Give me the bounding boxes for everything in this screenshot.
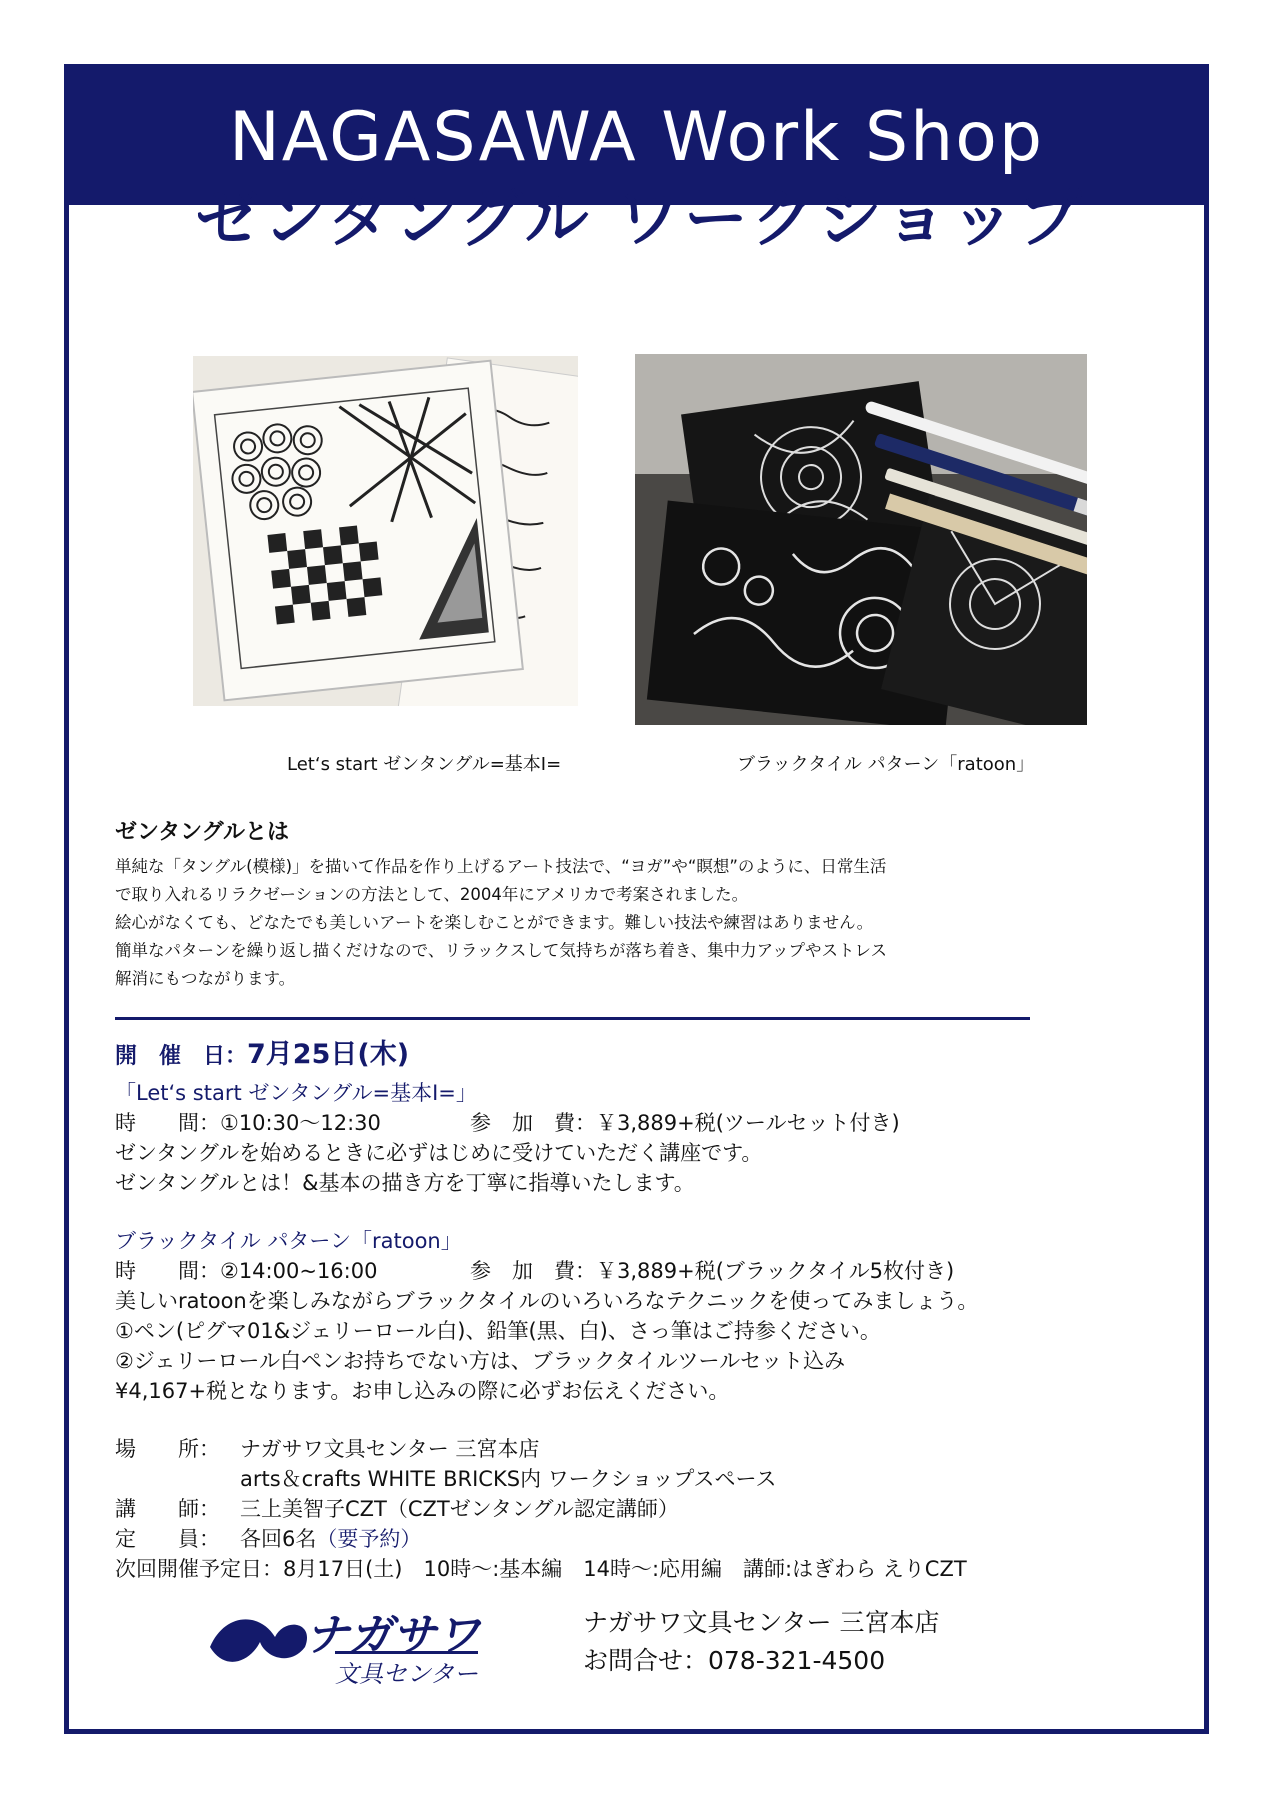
session1-desc: ゼンタングルを始めるときに必ずはじめに受けていただく講座です。	[115, 1141, 763, 1165]
session1-time: 時 間：①10:30〜12:30	[115, 1111, 381, 1135]
venue-line2: arts＆crafts WHITE BRICKS内 ワークショップスペース	[240, 1467, 777, 1491]
capacity-label: 定 員：	[115, 1527, 220, 1551]
date-label: 開 催 日：	[115, 1044, 248, 1069]
intro-line: 絵心がなくても、どなたでも美しいアートを楽しむことができます。難しい技法や練習はありません。	[115, 913, 874, 932]
store-info	[583, 1604, 939, 1680]
session2-time-fee	[115, 1256, 1115, 1286]
venue	[115, 1434, 1115, 1464]
capacity	[115, 1524, 1115, 1554]
session1-time-fee	[115, 1108, 1115, 1138]
intro-line: 単純な「タングル(模様)」を描いて作品を作り上げるアート技法で、“ヨガ”や“瞑想”のように、日常生活	[115, 857, 887, 876]
session2-title: ブラックタイル パターン「ratoon」	[115, 1229, 462, 1253]
intro-text	[115, 853, 1015, 993]
instructor	[115, 1494, 1115, 1524]
intro-heading: ゼンタングルとは	[115, 820, 290, 845]
banner-title: NAGASAWA Work Shop	[228, 97, 1045, 177]
intro-line: で取り入れるリラクゼーションの方法として、2004年にアメリカで考案されました。	[115, 885, 749, 904]
event-date	[115, 1040, 1115, 1072]
photo-basic-tiles	[193, 356, 578, 706]
venue-line2-row	[115, 1464, 1115, 1494]
session1-desc: ゼンタングルとは！&基本の描き方を丁寧に指導いたします。	[115, 1171, 695, 1195]
photo-black-tiles	[635, 354, 1087, 725]
caption-ratoon: ブラックタイル パターン「ratoon」	[737, 754, 1035, 775]
nagasawa-logo	[205, 1607, 545, 1691]
intro-line: 簡単なパターンを繰り返し描くだけなので、リラックスして気持ちが落ち着き、集中力アップやストレス	[115, 941, 888, 960]
session2-desc: ¥4,167+税となります。お申し込みの際に必ずお伝えください。	[115, 1379, 730, 1403]
store-name: ナガサワ文具センター 三宮本店	[583, 1608, 940, 1637]
session1-title: 「Let‘s start ゼンタングル=基本Ⅰ=」	[115, 1081, 477, 1105]
venue-line1: ナガサワ文具センター 三宮本店	[240, 1437, 540, 1461]
section-divider	[115, 1017, 1030, 1020]
caption-basic: Let‘s start ゼンタングル=基本Ⅰ=	[287, 754, 562, 775]
date-value: 7月25日(木)	[247, 1039, 410, 1070]
session2-desc: ②ジェリーロール白ペンお持ちでない方は、ブラックタイルツールセット込み	[115, 1349, 846, 1373]
reservation-note: （要予約）	[316, 1527, 422, 1551]
instructor-label: 講 師：	[115, 1497, 220, 1521]
event-details	[115, 1040, 1115, 1584]
page-title: ゼンタングル ワークショップ	[195, 183, 1085, 257]
instructor-name: 三上美智子CZT（CZTゼンタングル認定講師）	[240, 1497, 679, 1521]
logo-sub-text: 文具センター	[335, 1651, 478, 1689]
session2-desc: 美しいratoonを楽しみながらブラックタイルのいろいろなテクニックを使ってみましょう。	[115, 1289, 979, 1313]
capacity-value: 各回6名	[240, 1527, 317, 1551]
session2-desc: ①ペン(ピグマ01&ジェリーロール白)、鉛筆(黒、白)、さっ筆はご持参ください。	[115, 1319, 881, 1343]
logo-main-text: ナガサワ	[305, 1610, 481, 1661]
session1-fee: 参 加 費：￥3,889+税(ツールセット付き)	[470, 1111, 900, 1135]
contact-phone: お問合せ：078-321-4500	[583, 1646, 886, 1675]
next-date: 次回開催予定日：8月17日(土) 10時〜:基本編 14時〜:応用編 講師:はぎわら えりCZT	[115, 1557, 967, 1581]
session2-fee: 参 加 費：￥3,889+税(ブラックタイル5枚付き)	[470, 1259, 955, 1283]
venue-label: 場 所：	[115, 1437, 220, 1461]
intro-line: 解消にもつながります。	[115, 969, 296, 988]
session2-time: 時 間：②14:00~16:00	[115, 1259, 378, 1283]
